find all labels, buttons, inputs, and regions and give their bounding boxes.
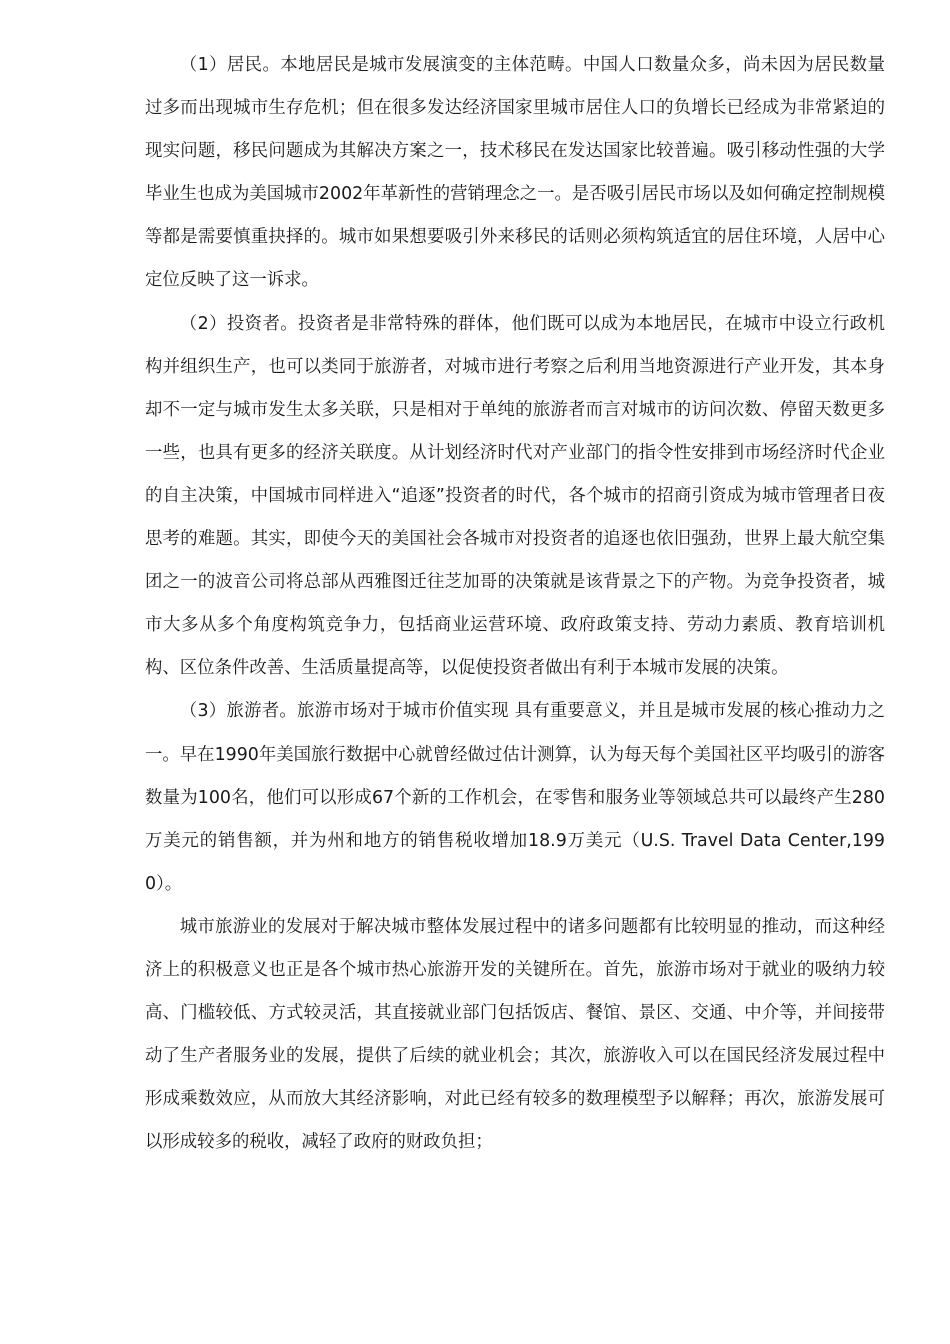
paragraph-tourists: （3）旅游者。旅游市场对于城市价值实现 具有重要意义，并且是城市发展的核心推动力之一。早在1990年美国旅行数据中心就曾经做过估计测算，认为每天每个美国社区平均吸引的游客数量为100名，他们可以形成67个新的工作机会，在零售和服务业等领域总共可以最终产生280万美元的销售额，并为州和地方的销售税收增加18.9万美元（U.S. Travel Data Center,1990）。 xyxy=(145,701,885,894)
document-body xyxy=(145,44,885,1164)
paragraph-urban-tourism: 城市旅游业的发展对于解决城市整体发展过程中的诸多问题都有比较明显的推动，而这种经济上的积极意义也正是各个城市热心旅游开发的关键所在。首先，旅游市场对于就业的吸纳力较高、门槛较低、方式较灵活，其直接就业部门包括饭店、餐馆、景区、交通、中介等，并间接带动了生产者服务业的发展，提供了后续的就业机会；其次，旅游收入可以在国民经济发展过程中形成乘数效应，从而放大其经济影响，对此已经有较多的数理模型予以解释；再次，旅游发展可以形成较多的税收，减轻了政府的财政负担； xyxy=(145,916,885,1153)
paragraph-investors: （2）投资者。投资者是非常特殊的群体，他们既可以成为本地居民，在城市中设立行政机构并组织生产，也可以类同于旅游者，对城市进行考察之后利用当地资源进行产业开发，其本身却不一定与城市发生太多关联，只是相对于单纯的旅游者而言对城市的访问次数、停留天数更多一些，也具有更多的经济关联度。从计划经济时代对产业部门的指令性安排到市场经济时代企业的自主决策，中国城市同样进入“追逐”投资者的时代，各个城市的招商引资成为城市管理者日夜思考的难题。其实，即使今天的美国社会各城市对投资者的追逐也依旧强劲，世界上最大航空集团之一的波音公司将总部从西雅图迁往芝加哥的决策就是该背景之下的产物。为竞争投资者，城市大多从多个角度构筑竞争力，包括商业运营环境、政府政策支持、劳动力素质、教育培训机构、区位条件改善、生活质量提高等，以促使投资者做出有利于本城市发展的决策。 xyxy=(145,313,885,679)
paragraph-residents: （1）居民。本地居民是城市发展演变的主体范畴。中国人口数量众多，尚未因为居民数量过多而出现城市生存危机；但在很多发达经济国家里城市居住人口的负增长已经成为非常紧迫的现实问题，移民问题成为其解决方案之一，技术移民在发达国家比较普遍。吸引移动性强的大学毕业生也成为美国城市2002年革新性的营销理念之一。是否吸引居民市场以及如何确定控制规模等都是需要慎重抉择的。城市如果想要吸引外来移民的话则必须构筑适宜的居住环境，人居中心定位反映了这一诉求。 xyxy=(145,55,885,291)
